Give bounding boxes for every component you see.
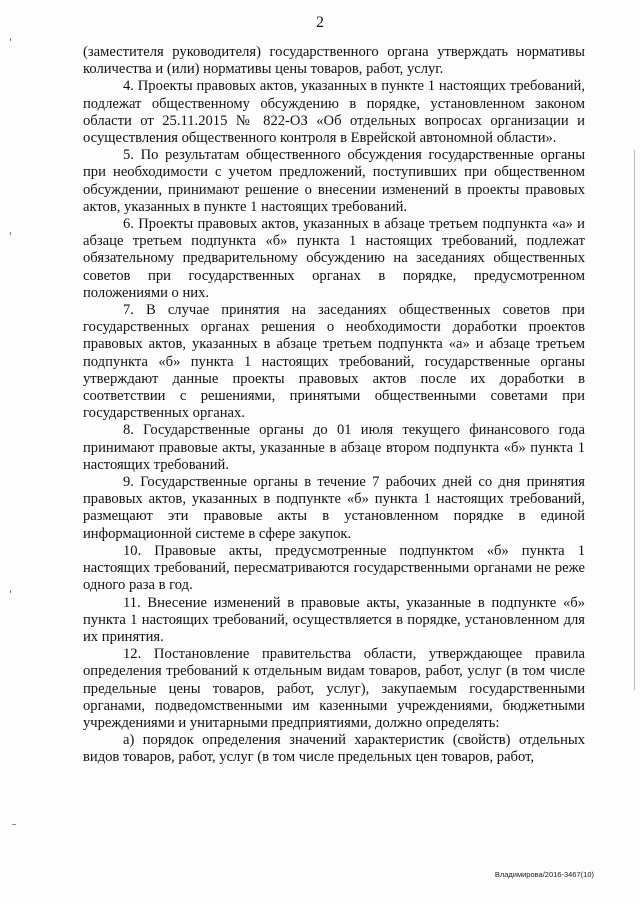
paragraph-5: 5. По результатам общественного обсуждения государственные органы при необходимости с учетом предложений, поступивших при общественном обсуждении, принимают решение о внесении изменений в проекты правовых актов, указанных в пункте 1 настоящих требований. xyxy=(83,147,585,215)
scan-margin-mark xyxy=(10,38,11,41)
paragraph-6: 6. Проекты правовых актов, указанных в абзаце третьем подпункта «а» и абзаце третьем подпункта «б» пункта 1 настоящих требований, подлежат обязательному предварительному обсуждению на заседаниях общественных советов при государственных органах в порядке, предусмотренном положениями о них. xyxy=(83,216,585,301)
paragraph-10: 10. Правовые акты, предусмотренные подпунктом «б» пункта 1 настоящих требований, пересматриваются государственными органами не реже одного раза в год. xyxy=(83,542,585,594)
paragraph-11: 11. Внесение изменений в правовые акты, указанные в подпункте «б» пункта 1 настоящих требований, осуществляется в порядке, установленном для их принятия. xyxy=(83,594,585,645)
paragraph-4: 4. Проекты правовых актов, указанных в пункте 1 настоящих требований, подлежат общественному обсуждению в порядке, установленном законом области от 25.11.2015 № 822-ОЗ «Об отдельных вопросах организации и осуществления общественного контроля в Еврейской автономной области». xyxy=(83,78,585,147)
page-number: 2 xyxy=(316,14,324,31)
scan-edge-line xyxy=(634,150,635,690)
scan-margin-mark xyxy=(10,232,11,235)
paragraph-7: 7. В случае принятия на заседаниях общественных советов при государственных органах решения о необходимости доработки проектов правовых актов, указанных в абзаце третьем подпункта «а» и абзаце третьем подпункта «б» пункта 1 настоящих требований, государственные органы утверждают данные проекты правовых актов после их доработки в соответствии с решениями, принятыми общественными советами при государственных органах. xyxy=(83,302,585,422)
paragraph-12-a: а) порядок определения значений характеристик (свойств) отдельных видов товаров, работ, услуг (в том числе предельных цен товаров, работ, xyxy=(83,732,585,766)
paragraph-8: 8. Государственные органы до 01 июля текущего финансового года принимают правовые акты, указанные в абзаце втором подпункта «б» пункта 1 настоящих требований. xyxy=(83,422,585,473)
paragraph-9: 9. Государственные органы в течение 7 рабочих дней со дня принятия правовых актов, указанных в подпункте «б» пункта 1 настоящих требований, размещают эти правовые акты в установленном порядке в единой информационной системе в сфере закупок. xyxy=(83,474,585,542)
paragraph-continuation: (заместителя руководителя) государственного органа утверждать нормативы количества и (или) нормативы цены товаров, работ, услуг. xyxy=(83,44,585,78)
scan-margin-mark xyxy=(10,590,11,593)
document-body xyxy=(83,44,585,767)
document-footer-code: Владимирова/2016-3467(10) xyxy=(494,870,594,879)
scan-margin-mark xyxy=(12,824,16,825)
paragraph-12: 12. Постановление правительства области, утверждающее правила определения требований к отдельным видам товаров, работ, услуг (в том числе предельные цены товаров, работ, услуг), закупаемым государственными органами, подведомственными им казенными учреждениями, бюджетными учреждениями и унитарными предприятиями, должно определять: xyxy=(83,646,585,731)
